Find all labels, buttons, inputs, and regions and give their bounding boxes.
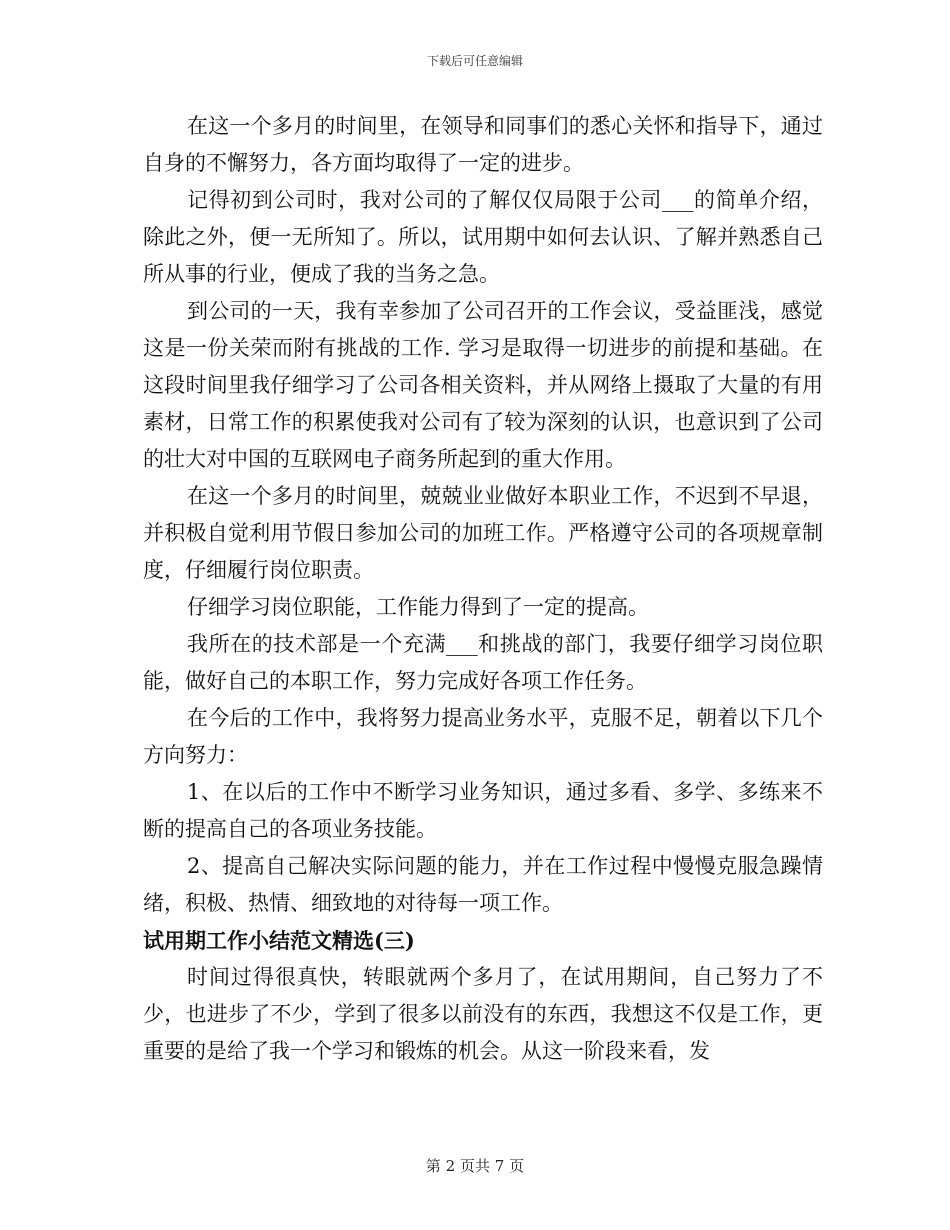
paragraph: 在这一个多月的时间里，在领导和同事们的悉心关怀和指导下，通过自身的不懈努力，各方面均取得了一定的进步。 — [143, 114, 823, 175]
paragraph: 1、在以后的工作中不断学习业务知识，通过多看、多学、多练来不断的提高自己的各项业务技能。 — [143, 780, 823, 841]
paragraph: 2、提高自己解决实际问题的能力，并在工作过程中慢慢克服急躁情绪，积极、热情、细致地的对待每一项工作。 — [143, 854, 823, 915]
paragraph: 仔细学习岗位职能，工作能力得到了一定的提高。 — [187, 595, 649, 619]
paragraph: 记得初到公司时，我对公司的了解仅仅局限于公司___的简单介绍，除此之外，便一无所知了。所以，试用期中如何去认识、了解并熟悉自己所从事的行业，便成了我的当务之急。 — [143, 188, 823, 286]
paragraph: 在今后的工作中，我将努力提高业务水平，克服不足，朝着以下几个方向努力： — [143, 706, 823, 767]
paragraph: 我所在的技术部是一个充满___和挑战的部门，我要仔细学习岗位职能，做好自己的本职工作，努力完成好各项工作任务。 — [143, 632, 823, 693]
page-header: 下载后可任意编辑 — [426, 54, 523, 68]
document-body — [143, 108, 823, 1070]
paragraph: 时间过得很真快，转眼就两个多月了，在试用期间，自己努力了不少，也进步了不少，学到了很多以前没有的东西，我想这不仅是工作，更重要的是给了我一个学习和锻炼的机会。从这一阶段来看，发 — [143, 965, 823, 1063]
page-footer: 第 2 页共 7 页 — [425, 1157, 525, 1175]
paragraph: 到公司的一天，我有幸参加了公司召开的工作会议，受益匪浅，感觉这是一份关荣而附有挑战的工作. 学习是取得一切进步的前提和基础。在这段时间里我仔细学习了公司各相关资料，并从网络上摄取了大量的有用素材，日常工作的积累使我对公司有了较为深刻的认识，也意识到了公司的壮大对中国的互联网电子商务所起到的重大作用。 — [143, 299, 823, 471]
section-title: 试用期工作小结范文精选(三) — [143, 928, 415, 953]
paragraph: 在这一个多月的时间里，兢兢业业做好本职业工作，不迟到不早退，并积极自觉利用节假日参加公司的加班工作。严格遵守公司的各项规章制度，仔细履行岗位职责。 — [143, 484, 823, 582]
